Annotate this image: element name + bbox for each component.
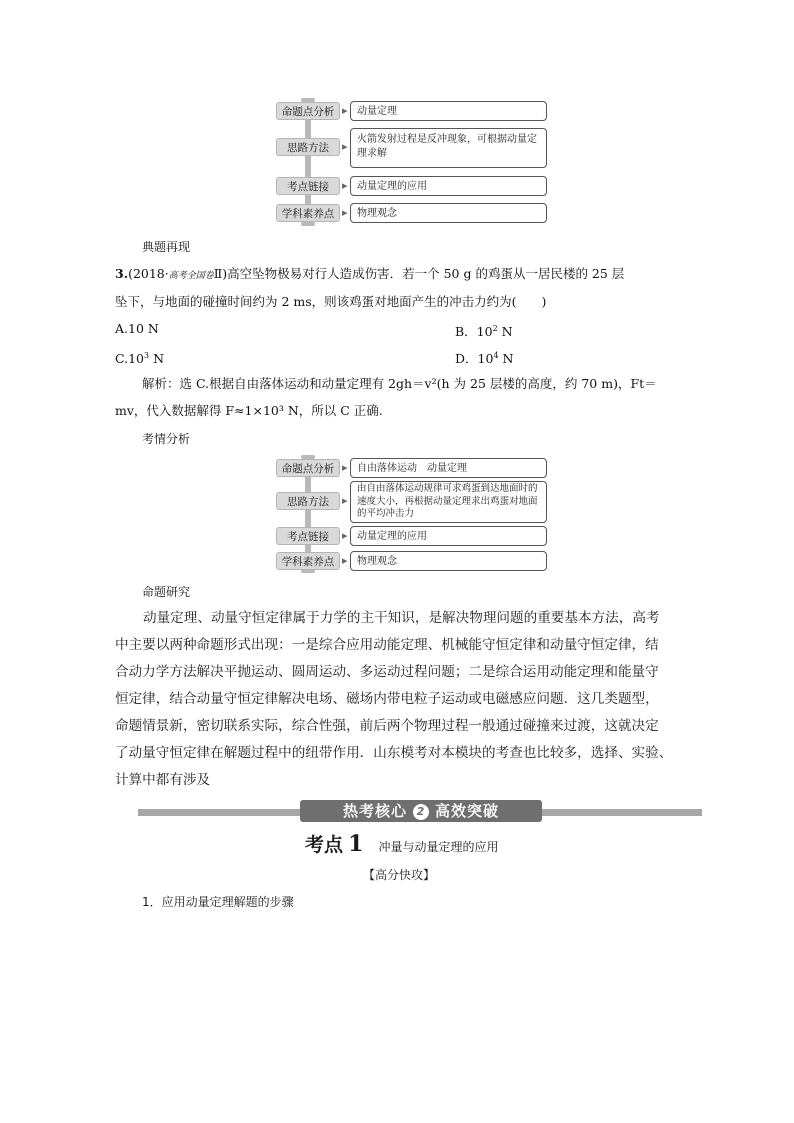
solution-line-2: mv，代入数据解得 F≈1×10³ N，所以 C 正确. bbox=[115, 403, 383, 418]
question-source-open: (2018· bbox=[128, 266, 169, 281]
row-content: 由自由落体运动规律可求鸡蛋到达地面时的速度大小，再根据动量定理求出鸡蛋对地面的平均冲击力 bbox=[350, 481, 547, 523]
option-c bbox=[115, 342, 164, 373]
option-d-exp: 4 bbox=[493, 351, 499, 360]
gaofen-heading: 【高分快攻】 bbox=[363, 868, 436, 882]
analysis-diagram-1 bbox=[276, 98, 548, 228]
row-label: 命题点分析 bbox=[276, 102, 340, 120]
arrow-icon: ▸ bbox=[342, 494, 348, 507]
option-c-unit: N bbox=[149, 351, 165, 367]
solution-line-1: 解析：选 C.根据自由落体运动和动量定理有 2gh＝v²(h 为 25 层楼的高度，约 70 m)，Ft＝ bbox=[142, 376, 657, 391]
option-d bbox=[455, 342, 513, 373]
row-content: 物理观念 bbox=[350, 203, 547, 223]
kaodian-title bbox=[305, 830, 499, 857]
question-line-1 bbox=[115, 260, 624, 290]
row-label: 命题点分析 bbox=[276, 459, 340, 477]
research-line: 中主要以两种命题形式出现：一是综合应用动能定理、机械能守恒定律和动量守恒定律，结 bbox=[115, 637, 659, 653]
option-b-exp: 2 bbox=[492, 324, 498, 333]
question-source-name: 高考全国卷 bbox=[168, 271, 214, 281]
banner-tag bbox=[300, 800, 542, 822]
option-d-unit: N bbox=[498, 351, 514, 367]
row-content: 动量定理 bbox=[350, 101, 547, 121]
row-label: 学科素养点 bbox=[276, 552, 340, 570]
arrow-icon: ▸ bbox=[342, 529, 348, 542]
option-c-base: C.10 bbox=[115, 351, 144, 367]
research-line: 动量定理、动量守恒定律属于力学的主干知识，是解决物理问题的重要基本方法，高考 bbox=[143, 610, 660, 626]
research-line: 命题情景新，密切联系实际，综合性强，前后两个物理过程一般通过碰撞来过渡，这就决定 bbox=[115, 718, 659, 734]
row-content: 动量定理的应用 bbox=[350, 176, 547, 196]
row-content: 物理观念 bbox=[350, 551, 547, 571]
question-text: 高空坠物极易对行人造成伤害．若一个 50 g 的鸡蛋从一居民楼的 25 层 bbox=[227, 266, 625, 281]
option-c-exp: 3 bbox=[144, 351, 150, 360]
row-label: 学科素养点 bbox=[276, 204, 340, 222]
research-paragraph bbox=[115, 605, 695, 794]
row-content: 火箭发射过程是反冲现象，可根据动量定理求解 bbox=[350, 128, 547, 168]
section-banner bbox=[138, 800, 702, 822]
step-heading: 1．应用动量定理解题的步骤 bbox=[142, 895, 294, 909]
kaodian-prefix: 考点 bbox=[305, 834, 344, 856]
arrow-icon: ▸ bbox=[342, 140, 348, 153]
row-content: 动量定理的应用 bbox=[350, 526, 547, 546]
option-a: A.10 N bbox=[115, 321, 159, 336]
arrow-icon: ▸ bbox=[342, 206, 348, 219]
row-label: 思路方法 bbox=[276, 138, 340, 156]
row-label: 思路方法 bbox=[276, 492, 340, 510]
option-b-base: B．10 bbox=[455, 324, 493, 340]
banner-left: 热考核心 bbox=[342, 802, 407, 820]
arrow-icon: ▸ bbox=[342, 554, 348, 567]
analysis-diagram-2 bbox=[276, 455, 548, 575]
question-number: 3. bbox=[115, 266, 129, 281]
arrow-icon: ▸ bbox=[342, 179, 348, 192]
banner-right: 高效突破 bbox=[435, 802, 500, 820]
banner-number-icon: 2 bbox=[413, 804, 429, 820]
row-content: 自由落体运动 动量定理 bbox=[350, 458, 547, 478]
section-heading-research: 命题研究 bbox=[142, 585, 191, 599]
section-heading-analysis: 考情分析 bbox=[142, 432, 191, 446]
research-line: 恒定律，结合动量守恒定律解决电场、磁场内带电粒子运动或电磁感应问题．这几类题型， bbox=[115, 691, 659, 707]
option-b-unit: N bbox=[497, 324, 513, 340]
kaodian-heading: 冲量与动量定理的应用 bbox=[378, 840, 499, 854]
row-label: 考点链接 bbox=[276, 177, 340, 195]
arrow-icon: ▸ bbox=[342, 461, 348, 474]
section-heading-typical: 典题再现 bbox=[142, 240, 191, 254]
option-d-base: D．10 bbox=[455, 351, 494, 367]
research-line: 了动量守恒定律在解题过程中的纽带作用．山东模考对本模块的考查也比较多，选择、实验、 bbox=[115, 745, 673, 761]
arrow-icon: ▸ bbox=[342, 104, 348, 117]
question-line-2: 坠下，与地面的碰撞时间约为 2 ms，则该鸡蛋对地面产生的冲击力约为( ) bbox=[115, 294, 547, 309]
research-line: 合动力学方法解决平抛运动、圆周运动、多运动过程问题；二是综合运用动能定理和能量守 bbox=[115, 664, 659, 680]
research-line: 计算中都有涉及 bbox=[115, 772, 211, 788]
kaodian-number: 1 bbox=[348, 831, 364, 857]
question-source-close: Ⅱ) bbox=[213, 266, 228, 281]
row-label: 考点链接 bbox=[276, 527, 340, 545]
